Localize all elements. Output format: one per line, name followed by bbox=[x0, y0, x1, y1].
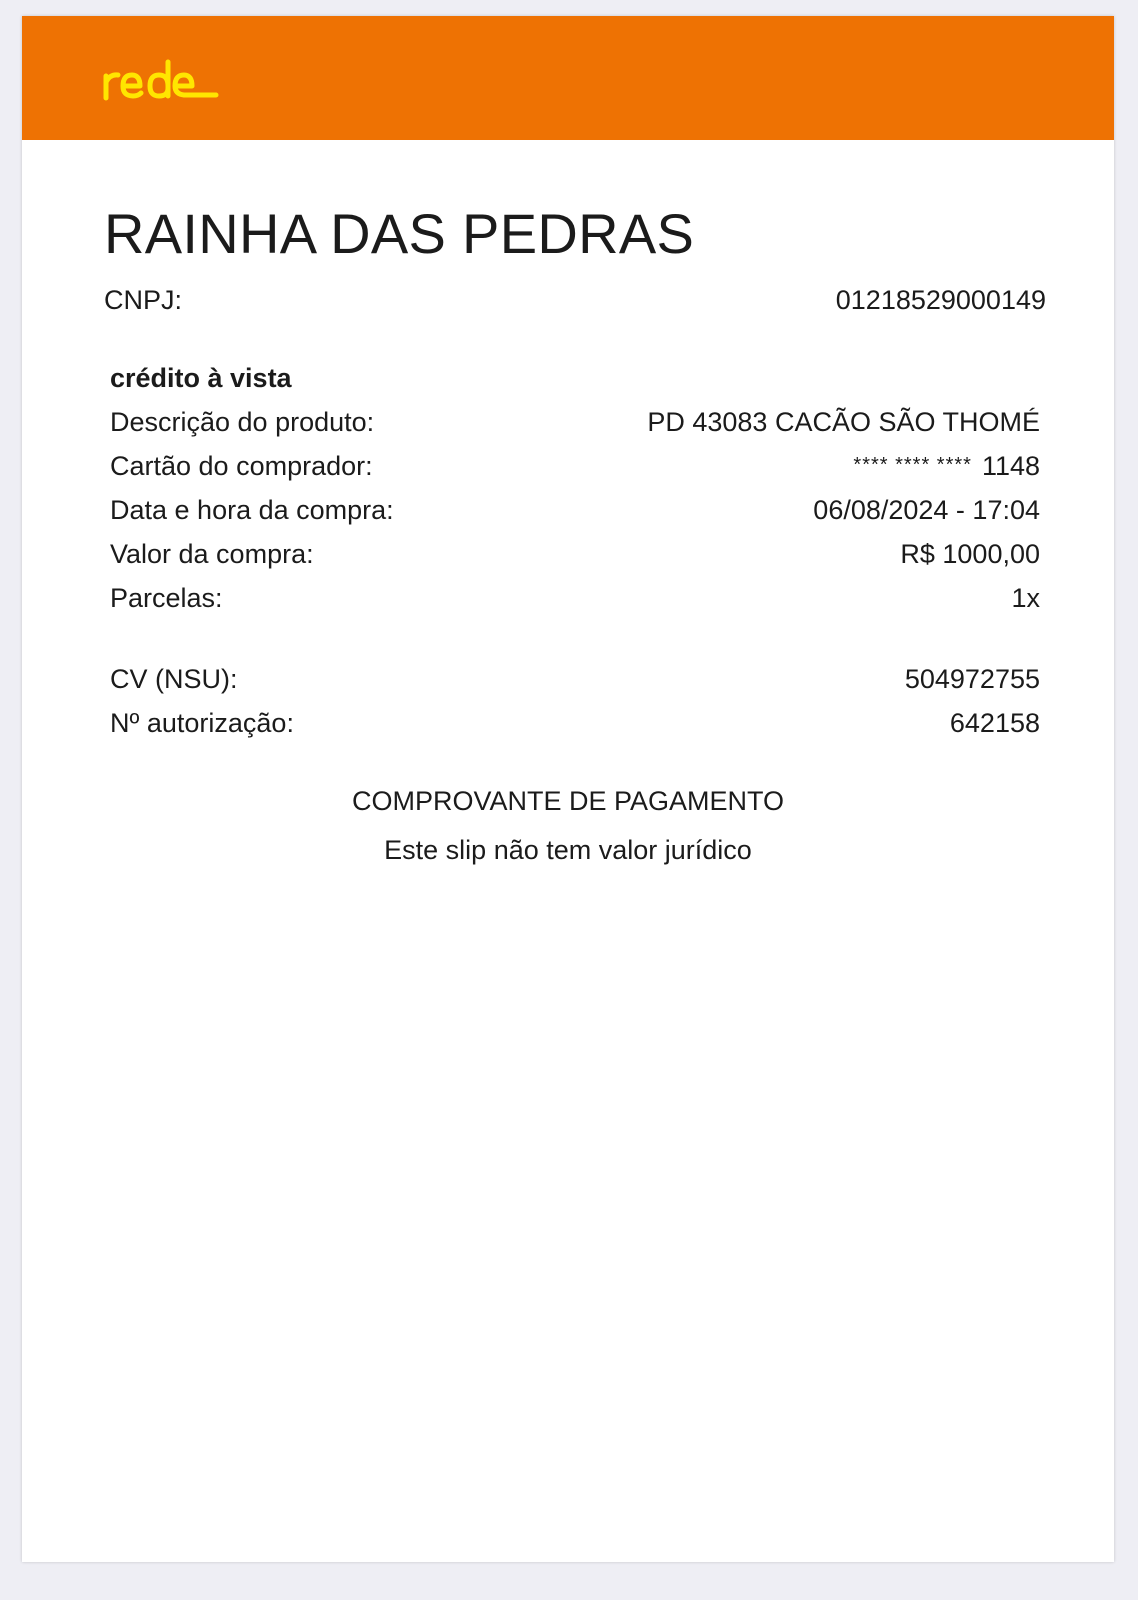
purchase-datetime-row bbox=[110, 494, 1040, 526]
authorization-row bbox=[110, 707, 1040, 739]
receipt-title: COMPROVANTE DE PAGAMENTO bbox=[351, 786, 785, 816]
field-value: PD 43083 CACÃO SÃO THOMÉ bbox=[647, 407, 1040, 437]
product-description-row bbox=[110, 406, 1040, 438]
payment-type: crédito à vista bbox=[110, 363, 292, 393]
rede-logo bbox=[102, 56, 222, 104]
field-value: 06/08/2024 - 17:04 bbox=[813, 495, 1040, 525]
cnpj-row bbox=[104, 284, 1046, 316]
legal-note: Este slip não tem valor jurídico bbox=[384, 835, 752, 865]
field-value: 504972755 bbox=[904, 664, 1040, 694]
cnpj-value: 01218529000149 bbox=[835, 285, 1046, 315]
receipt-sheet bbox=[22, 16, 1114, 1562]
merchant-name: RAINHA DAS PEDRAS bbox=[104, 202, 695, 265]
field-value: 1x bbox=[1011, 583, 1040, 613]
field-label: CV (NSU): bbox=[110, 664, 238, 694]
field-value: R$ 1000,00 bbox=[900, 539, 1040, 569]
masked-card-digits: **** **** **** bbox=[853, 454, 972, 476]
field-label: Cartão do comprador: bbox=[110, 451, 373, 481]
card-last-digits: 1148 bbox=[981, 451, 1040, 481]
installments-row bbox=[110, 582, 1040, 614]
field-label: Data e hora da compra: bbox=[110, 495, 394, 525]
cnpj-label: CNPJ: bbox=[104, 285, 183, 315]
field-label: Nº autorização: bbox=[110, 708, 294, 738]
field-value-group bbox=[853, 450, 1040, 485]
nsu-row bbox=[110, 663, 1040, 695]
buyer-card-row bbox=[110, 450, 1040, 485]
field-label: Descrição do produto: bbox=[110, 407, 375, 437]
brand-header bbox=[22, 16, 1114, 140]
field-label: Parcelas: bbox=[110, 583, 223, 613]
field-label: Valor da compra: bbox=[110, 539, 314, 569]
field-value: 642158 bbox=[949, 708, 1040, 738]
purchase-amount-row bbox=[110, 538, 1040, 570]
